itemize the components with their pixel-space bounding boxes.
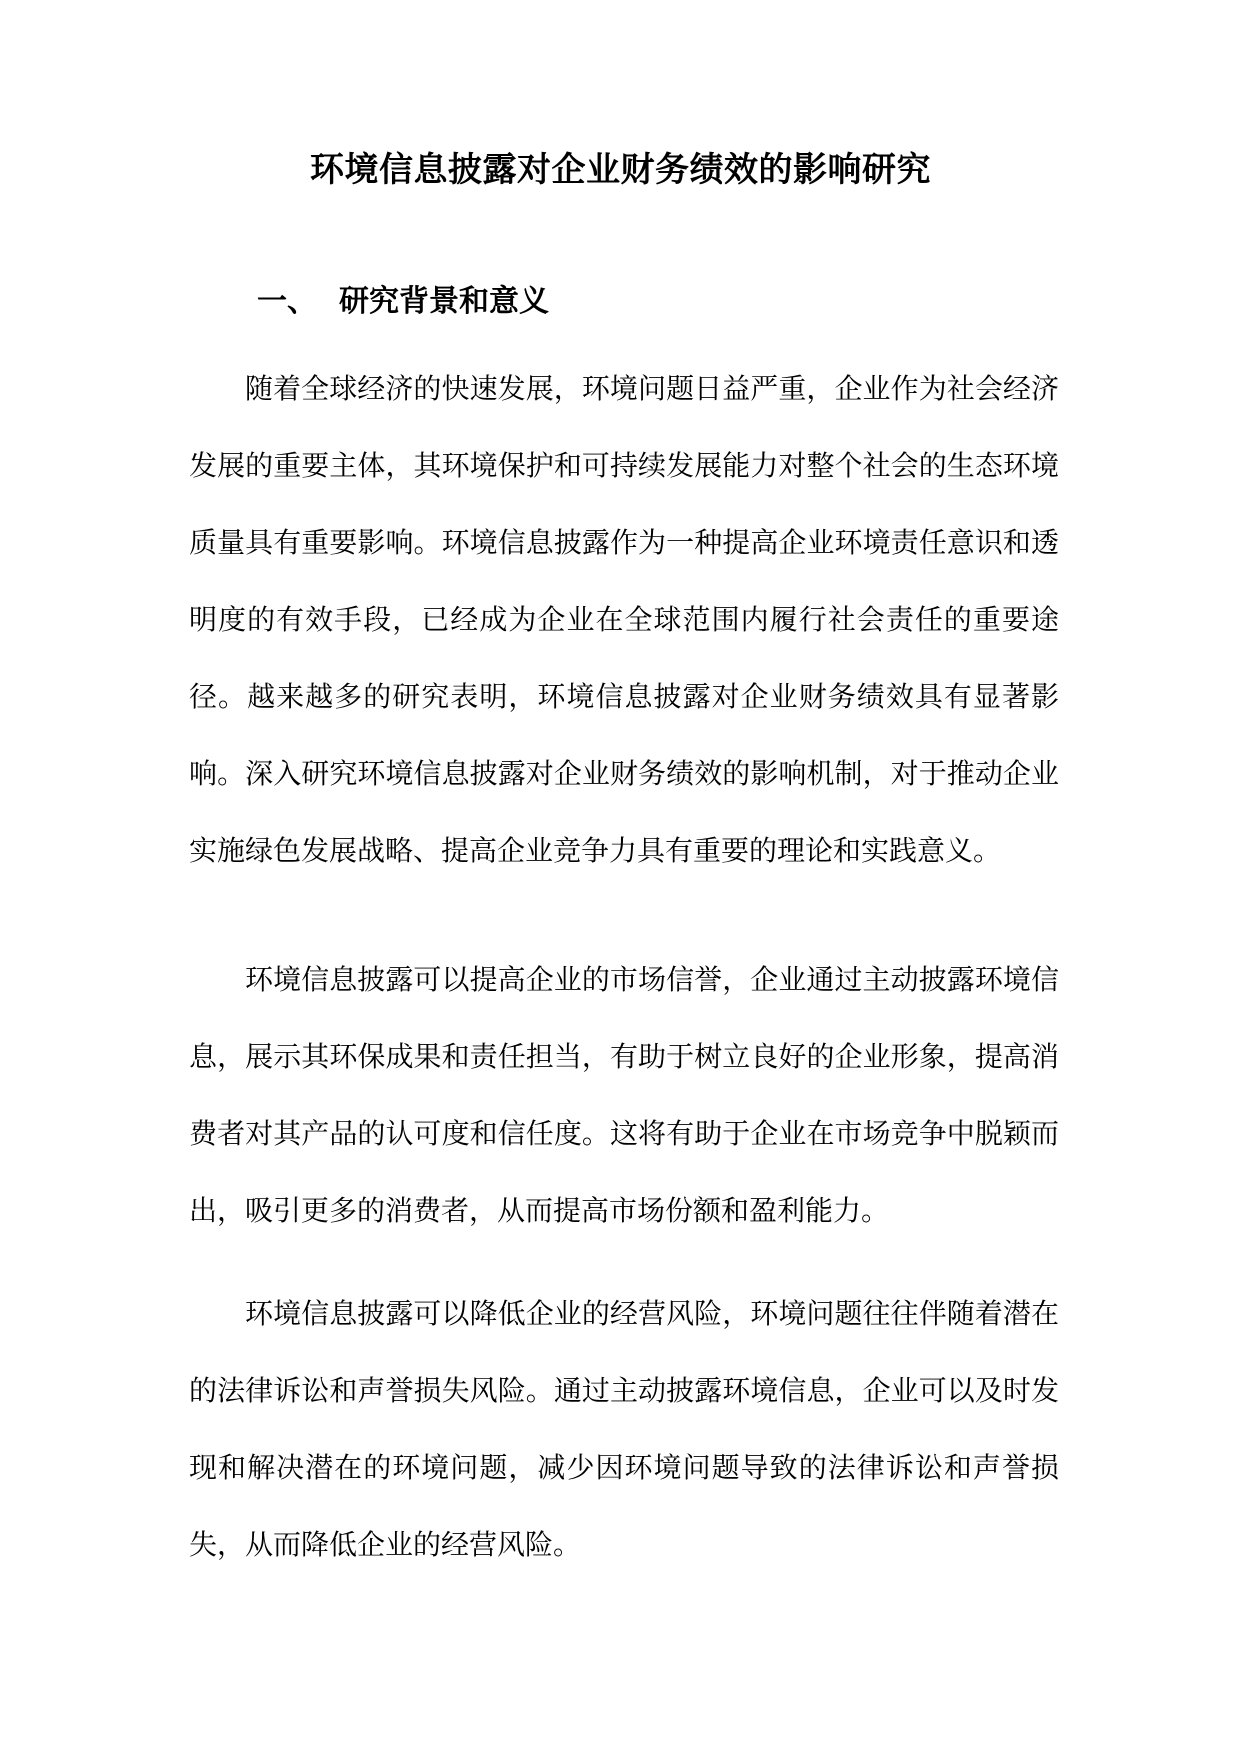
body-paragraph-1: 随着全球经济的快速发展，环境问题日益严重，企业作为社会经济发展的重要主体，其环境保护和可持续发展能力对整个社会的生态环境质量具有重要影响。环境信息披露作为一种提高企业环境责任意识和透明度的有效手段，已经成为企业在全球范围内履行社会责任的重要途径。越来越多的研究表明，环境信息披露对企业财务绩效具有显著影响。深入研究环境信息披露对企业财务绩效的影响机制，对于推动企业实施绿色发展战略、提高企业竞争力具有重要的理论和实践意义。 [189,372,1059,867]
body-paragraph-3: 环境信息披露可以降低企业的经营风险，环境问题往往伴随着潜在的法律诉讼和声誉损失风险。通过主动披露环境信息，企业可以及时发现和解决潜在的环境问题，减少因环境问题导致的法律诉讼和声誉损失，从而降低企业的经营风险。 [189,1297,1059,1561]
section-heading-text: 研究背景和意义 [339,284,549,319]
body-paragraph-2: 环境信息披露可以提高企业的市场信誉，企业通过主动披露环境信息，展示其环保成果和责任担当，有助于树立良好的企业形象，提高消费者对其产品的认可度和信任度。这将有助于企业在市场竞争中脱颖而出，吸引更多的消费者，从而提高市场份额和盈利能力。 [189,963,1059,1227]
section-number: 一、 [257,284,317,319]
document-title: 环境信息披露对企业财务绩效的影响研究 [310,150,931,190]
section-heading [257,280,549,324]
